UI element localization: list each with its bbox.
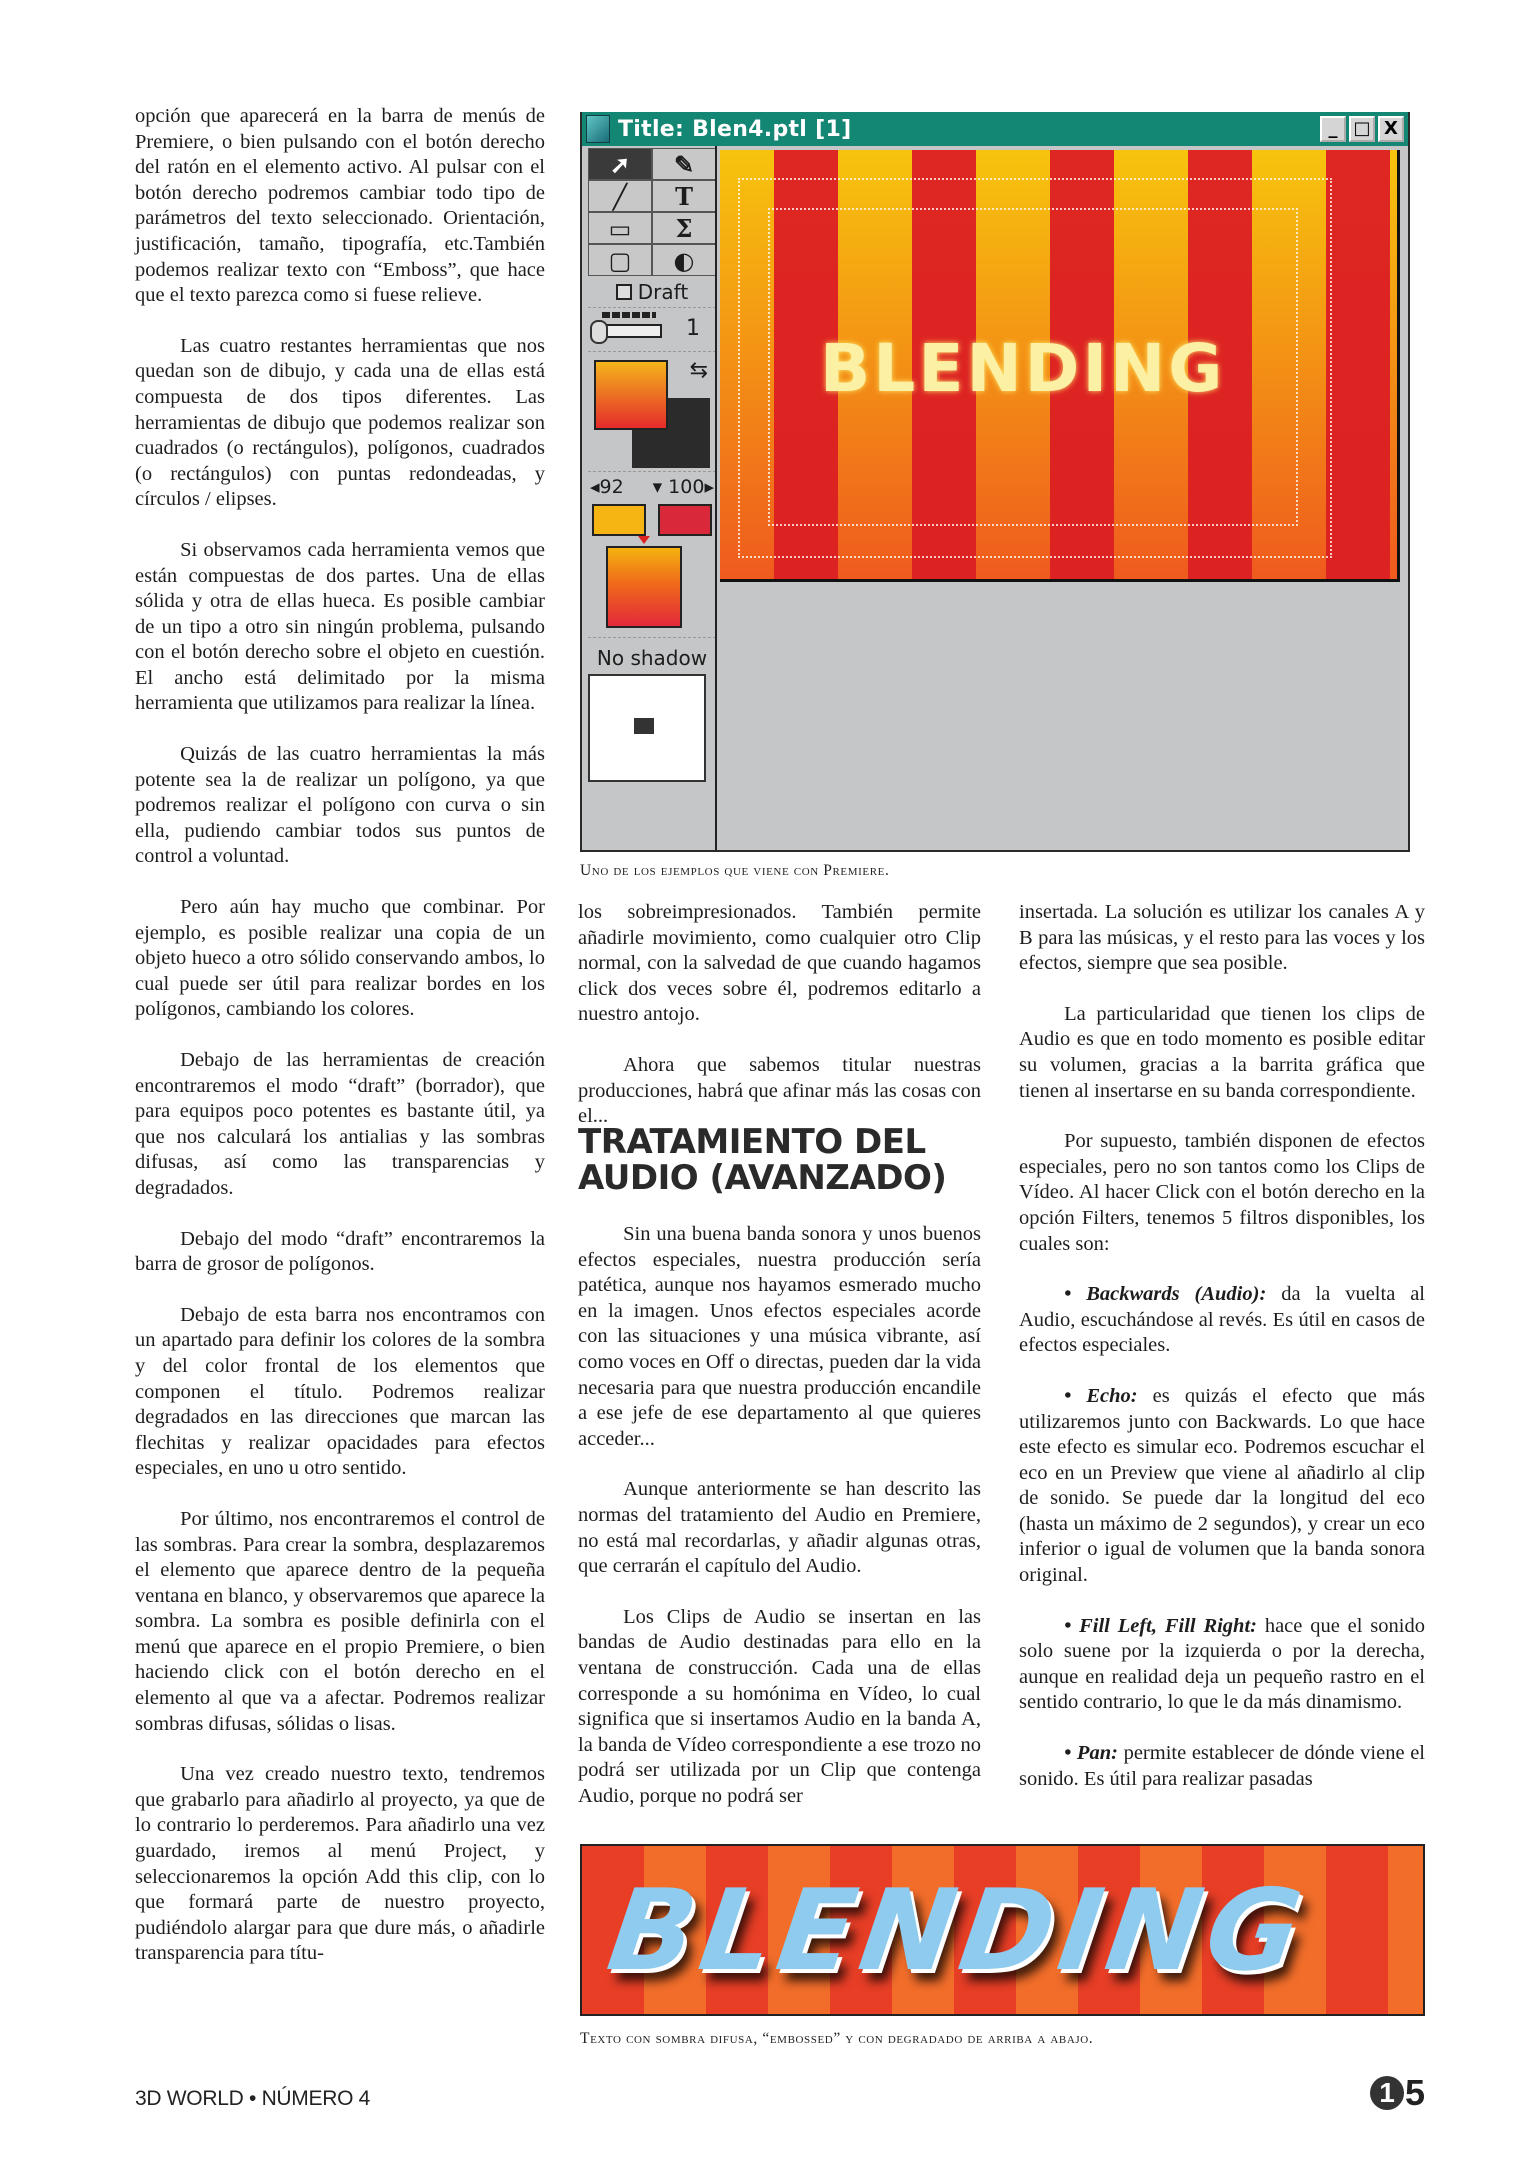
paragraph: Los Clips de Audio se insertan en las bandas de Audio destinadas para ello en la ventana de construcción. Cada una de ellas corresponde a su homónima en Vídeo, lo cual significa que si insertamos Audio en la banda A, la banda de Vídeo correspondiente a ese trozo no podrá ser utilizada por un Clip que contenga Audio, porque no podrá ser xyxy=(578,1605,981,1807)
paragraph: Debajo de esta barra nos encontramos con un apartado para definir los colores de la sombra y del color frontal de los elementos que componen el título. Podremos realizar degradados en las direcciones que marcan las flechitas y realizar opacidades para efectos especiales, en uno u otro sentido. xyxy=(135,1303,545,1480)
end-opacity[interactable]: ▾ 100▸ xyxy=(652,476,714,498)
start-opacity[interactable]: ◂92 xyxy=(590,476,624,498)
line-width-value: 1 xyxy=(686,316,700,341)
minimize-button[interactable]: _ xyxy=(1320,116,1346,142)
filter-name: • Echo: xyxy=(1064,1384,1138,1407)
window-title: Title: Blen4.ptl [1] xyxy=(618,116,852,142)
filter-name: • Fill Left, Fill Right: xyxy=(1064,1614,1257,1637)
shadow-label: No shadow xyxy=(596,646,708,670)
page-number-circle: 1 xyxy=(1370,2076,1404,2110)
maximize-button[interactable]: □ xyxy=(1349,116,1375,142)
object-color-swatch[interactable] xyxy=(594,360,668,430)
gradient-preview-box xyxy=(606,546,682,628)
line-tool-icon[interactable]: ╱ xyxy=(588,180,652,212)
filter-item xyxy=(1019,1282,1425,1359)
opacity-controls xyxy=(588,472,716,502)
text-tool-icon[interactable]: T xyxy=(652,180,716,212)
gradient-end-swatch[interactable] xyxy=(658,504,712,536)
filter-description: es quizás el efecto que más utilizaremos junto con Backwards. Lo que hace este efecto es simular eco. Podremos escuchar el eco en un Preview que viene al añadirlo al clip de sonido. Se puede dar la longitud del eco (hasta un máximo de 2 segundos), y crear un eco inferior o igual de volumen que la banda sonora original. xyxy=(1019,1384,1425,1587)
article-column-2 xyxy=(578,900,981,1155)
gradient-start-swatch[interactable] xyxy=(592,504,646,536)
title-canvas[interactable] xyxy=(720,150,1400,582)
filter-item xyxy=(1019,1614,1425,1716)
paragraph: Ahora que sabemos titular nuestras producciones, habrá que afinar más las cosas con el... xyxy=(578,1053,982,1128)
line-width-slider[interactable] xyxy=(588,308,716,352)
divider xyxy=(715,146,717,850)
checkbox-icon xyxy=(616,284,632,300)
filter-description: hace que el sonido solo suene por la izquierda o por la derecha, aunque en realidad deja un pequeño rastro en el sentido contrario, lo que le da más dinamismo. xyxy=(1019,1614,1425,1714)
gradient-stops xyxy=(588,502,716,538)
filter-item xyxy=(1019,1741,1425,1792)
page-number-digit: 5 xyxy=(1405,2072,1426,2113)
select-tool-icon[interactable]: ➚ xyxy=(588,148,652,180)
heading-line: TRATAMIENTO DEL xyxy=(578,1122,926,1162)
paragraph: opción que aparecerá en la barra de menús de Premiere, o bien pulsando con el botón derecho del ratón en el elemento activo. Al pulsar con el botón derecho podremos cambiar todo tipo de parámetros del texto seleccionado. Orientación, justificación, tamaño, tipografía, etc.También podemos realizar texto con “Emboss”, que hace que el texto parezca como si fuese relieve. xyxy=(135,105,545,307)
paragraph: Pero aún hay mucho que combinar. Por ejemplo, es posible realizar una copia de un objeto hueco a otro sólido conservando ambos, lo cual puede ser útil para realizar bordes en los polígonos, cambiando los colores. xyxy=(135,896,545,1021)
window-titlebar xyxy=(582,112,1408,146)
paragraph: Aunque anteriormente se han descrito las normas del tratamiento del Audio en Premiere, no está mal recordarlas, y añadir algunas otras, que cerrarán el capítulo del Audio. xyxy=(578,1478,981,1578)
filter-description: da la vuelta al Audio, escuchándose al revés. Es útil en casos de efectos especiales. xyxy=(1019,1283,1426,1357)
slider-knob[interactable] xyxy=(590,320,608,344)
thickness-bars-icon xyxy=(602,312,656,318)
article-column-2-continued xyxy=(578,1222,981,1834)
article-column-1 xyxy=(135,104,545,1992)
filter-name: • Pan: xyxy=(1064,1742,1118,1765)
paragraph: Quizás de las cuatro herramientas la más potente sea la de realizar un polígono, ya que podremos realizar el polígono con curva o sin ella, pudiendo cambiar todos sus puntos de control a voluntad. xyxy=(135,743,545,868)
rectangle-tool-icon[interactable]: ▭ xyxy=(588,212,652,244)
paragraph: Por último, nos encontraremos el control de las sombras. Para crear la sombra, desplazaremos el elemento que aparece dentro de la pequeña ventana en blanco, y observaremos que aparece la sombra. La sombra es posible definirla con el menú que aparece en el propio Premiere, o bien haciendo click con el botón derecho en el elemento al que va a afectar. Podremos realizar sombras difusas, sólidas o lisas. xyxy=(135,1507,545,1735)
paragraph: Por supuesto, también disponen de efectos especiales, pero no son tantos como los Clips de Vídeo. Al hacer Click con el botón derecho en la opción Filters, tenemos 5 filtros disponibles, los cuales son: xyxy=(1019,1130,1425,1255)
figure-caption: Uno de los ejemplos que viene con Premiere. xyxy=(580,862,890,879)
publication-footer: 3D WORLD • NÚMERO 4 xyxy=(135,2087,371,2110)
article-column-3 xyxy=(1019,900,1425,1817)
section-heading xyxy=(578,1124,998,1196)
filter-item xyxy=(1019,1384,1425,1589)
draft-label: Draft xyxy=(637,279,689,304)
paragraph: La particularidad que tienen los clips de Audio es que en todo momento es posible editar su volumen, gracias a la barrita gráfica que tienen al insertarse en su banda correspondiente. xyxy=(1019,1002,1425,1102)
heading-line: AUDIO (AVANZADO) xyxy=(578,1158,947,1198)
rounded-rectangle-tool-icon[interactable]: ▢ xyxy=(588,244,652,276)
close-button[interactable]: X xyxy=(1378,116,1404,142)
color-swatches xyxy=(588,352,716,472)
filter-description: permite establecer de dónde viene el sonido. Es útil para realizar pasadas xyxy=(1019,1742,1425,1790)
paragraph: Las cuatro restantes herramientas que nos quedan son de dibujo, y cada una de ellas está compuesta de dos tipos diferentes. Las herramientas de dibujo que podemos realizar son cuadrados (o rectángulos), polígonos, cuadrados (o rectángulos) con puntas redondeadas, y círculos / elipses. xyxy=(135,334,545,511)
figure-caption: Texto con sombra difusa, “embossed” y con degradado de arriba a abajo. xyxy=(580,2030,1094,2047)
paragraph: Si observamos cada herramienta vemos que están compuestas de dos partes. Una de ellas sólida y otra de ellas hueca. Es posible cambiar de un tipo a otro sin ningún problema, pulsando con el botón derecho sobre el objeto en cuestión. El ancho está delimitado por la misma herramienta que utilizamos para realizar la línea. xyxy=(135,538,545,715)
polygon-tool-icon[interactable]: Σ xyxy=(652,212,716,244)
paragraph: insertada. La solución es utilizar los canales A y B para las músicas, y el resto para las voces y los efectos, siempre que sea posible. xyxy=(1019,901,1425,975)
shadow-handle[interactable] xyxy=(634,718,654,734)
blending-banner-image xyxy=(580,1844,1425,2016)
document-icon xyxy=(586,115,610,143)
eyedropper-tool-icon[interactable]: ✎ xyxy=(652,148,716,180)
gradient-direction-arrow-icon[interactable] xyxy=(638,536,650,544)
swap-colors-icon[interactable]: ⇆ xyxy=(689,358,708,383)
paragraph: Sin una buena banda sonora y unos buenos efectos especiales, nuestra producción sería patética, aunque nos hayamos esmerado mucho en la imagen. Unos efectos especiales acorde con las situaciones y una música vibrante, así como voces en Off o directas, pueden dar la vida necesaria para que nuestra producción encandile a ese jefe de ese departamento al que quieres acceder... xyxy=(578,1223,981,1450)
paragraph: Debajo del modo “draft” encontraremos la barra de grosor de polígonos. xyxy=(135,1227,545,1276)
filter-name: • Backwards (Audio): xyxy=(1064,1283,1267,1306)
tool-palette xyxy=(588,148,716,782)
paragraph: los sobreimpresionados. También permite añadirle movimiento, como cualquier otro Clip normal, con la salvedad de que cuando hagamos click dos veces sobre él, podremos editarlo a nuestro antojo. xyxy=(578,901,981,1026)
ellipse-tool-icon[interactable]: ◐ xyxy=(652,244,716,276)
paragraph: Debajo de las herramientas de creación encontraremos el modo “draft” (borrador), que para equipos poco potentes es bastante útil, ya que nos calculará los antialias y las sombras difusas, así como las transparencias y degradados. xyxy=(135,1049,545,1199)
page-number xyxy=(1370,2072,1425,2114)
paragraph: Una vez creado nuestro texto, tendremos que grabarlo para añadirlo al proyecto, ya que de lo contrario lo perderemos. Para añadirlo una vez guardado, iremos al menú Project, y seleccionaremos la opción Add this clip, con lo que formará parte de nuestro proyecto, pudiéndolo alargar para que dure más, o añadirle transparencia para títu- xyxy=(135,1763,545,1965)
canvas-title-text[interactable]: BLENDING xyxy=(820,330,1226,407)
draft-checkbox[interactable] xyxy=(588,276,716,308)
title-window-screenshot xyxy=(580,112,1410,852)
shadow-position-box[interactable] xyxy=(588,674,706,782)
banner-text: BLENDING xyxy=(600,1866,1315,1996)
gradient-preview xyxy=(588,538,716,638)
